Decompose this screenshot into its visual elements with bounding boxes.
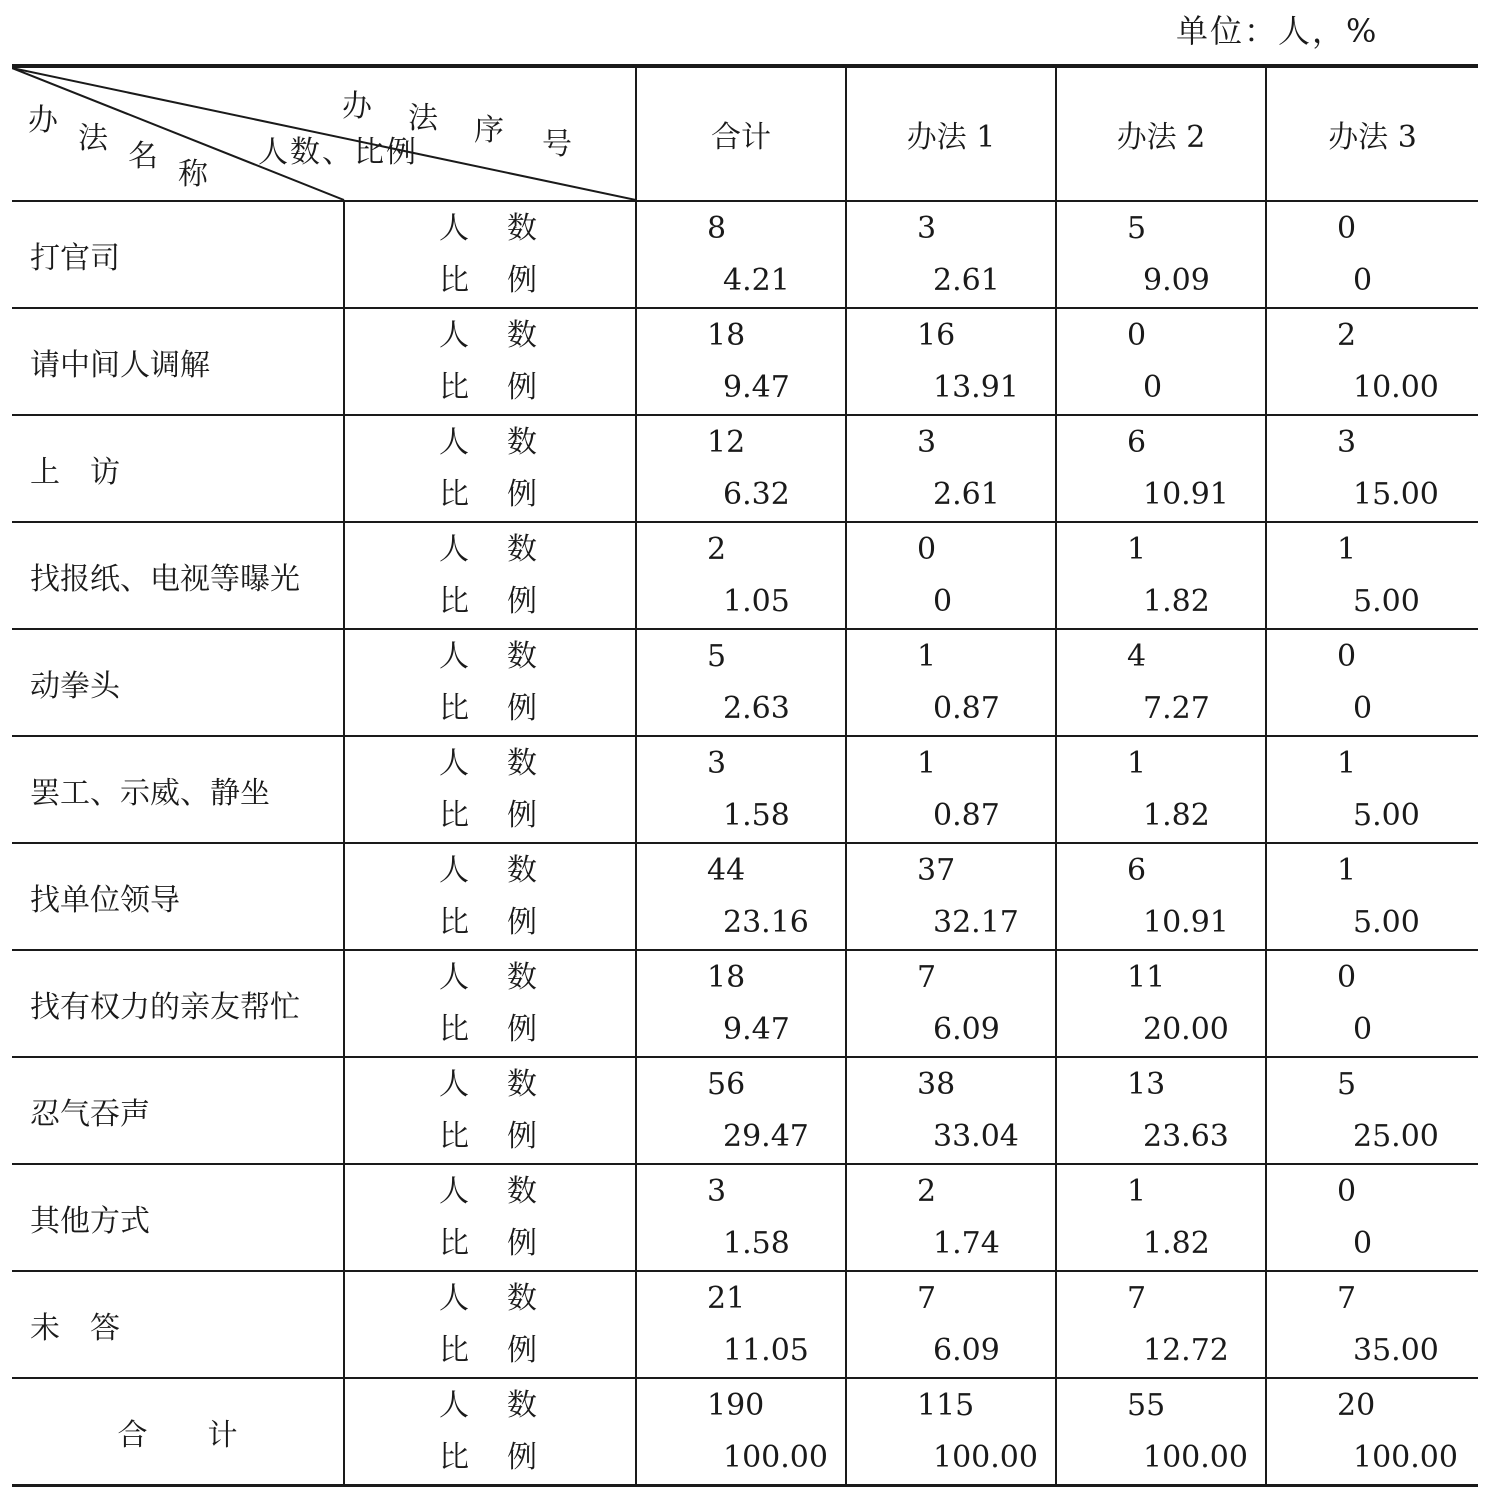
count-value: 44 bbox=[707, 852, 746, 888]
method-name-text: 忍气吞声 bbox=[30, 1096, 150, 1132]
table-row bbox=[12, 950, 1478, 1057]
method-name-text: 找单位领导 bbox=[30, 882, 180, 918]
ratio-value: 29.47 bbox=[723, 1118, 809, 1154]
ratio-value: 9.09 bbox=[1143, 262, 1210, 298]
method-name-text: 请中间人调解 bbox=[30, 347, 210, 383]
count-value: 18 bbox=[707, 959, 746, 995]
ratio-label: 比例 bbox=[439, 476, 575, 512]
ratio-value: 0 bbox=[1353, 262, 1373, 298]
value-cell bbox=[1266, 1271, 1478, 1378]
data-table bbox=[12, 64, 1478, 1487]
value-cell bbox=[1266, 629, 1478, 736]
diagonal-header-cell bbox=[12, 66, 636, 201]
ratio-value: 100.00 bbox=[723, 1439, 828, 1475]
ratio-value: 9.47 bbox=[723, 1011, 790, 1047]
total-label bbox=[12, 1378, 344, 1486]
table-row bbox=[12, 629, 1478, 736]
measure-labels bbox=[344, 950, 636, 1057]
total-row bbox=[12, 1378, 1478, 1486]
ratio-value: 6.09 bbox=[933, 1011, 1000, 1047]
ratio-value: 0 bbox=[933, 583, 953, 619]
method-name-text: 找报纸、电视等曝光 bbox=[30, 561, 300, 597]
value-cell bbox=[636, 950, 846, 1057]
measure-labels bbox=[344, 415, 636, 522]
diag-left-char-2: 法 bbox=[78, 121, 108, 156]
count-value: 0 bbox=[917, 531, 937, 567]
table-row bbox=[12, 1271, 1478, 1378]
count-value: 21 bbox=[707, 1280, 746, 1316]
table-row bbox=[12, 308, 1478, 415]
count-value: 55 bbox=[1127, 1387, 1166, 1423]
value-cell bbox=[1056, 522, 1266, 629]
ratio-value: 1.82 bbox=[1143, 583, 1210, 619]
count-value: 56 bbox=[707, 1066, 746, 1102]
value-cell bbox=[846, 415, 1056, 522]
table-row bbox=[12, 843, 1478, 950]
value-cell bbox=[636, 308, 846, 415]
ratio-value: 7.27 bbox=[1143, 690, 1210, 726]
count-value: 38 bbox=[917, 1066, 956, 1102]
header-row bbox=[12, 66, 1478, 201]
count-label: 人数 bbox=[439, 424, 575, 460]
method-name bbox=[12, 736, 344, 843]
value-cell bbox=[1056, 950, 1266, 1057]
table-row bbox=[12, 736, 1478, 843]
value-cell bbox=[1056, 308, 1266, 415]
table-row bbox=[12, 1057, 1478, 1164]
value-cell bbox=[636, 843, 846, 950]
count-value: 5 bbox=[1337, 1066, 1357, 1102]
ratio-value: 35.00 bbox=[1353, 1332, 1439, 1368]
ratio-value: 12.72 bbox=[1143, 1332, 1229, 1368]
count-label: 人数 bbox=[439, 745, 575, 781]
value-cell bbox=[846, 629, 1056, 736]
count-value: 190 bbox=[707, 1387, 765, 1423]
ratio-value: 6.09 bbox=[933, 1332, 1000, 1368]
count-value: 1 bbox=[1127, 531, 1147, 567]
count-value: 11 bbox=[1127, 959, 1166, 995]
method-name bbox=[12, 1057, 344, 1164]
ratio-value: 2.63 bbox=[723, 690, 790, 726]
count-value: 115 bbox=[917, 1387, 975, 1423]
value-cell bbox=[1266, 522, 1478, 629]
count-value: 1 bbox=[1127, 745, 1147, 781]
ratio-label: 比例 bbox=[439, 1118, 575, 1154]
count-value: 7 bbox=[917, 959, 937, 995]
count-value: 3 bbox=[707, 1173, 727, 1209]
count-value: 7 bbox=[1337, 1280, 1357, 1316]
ratio-value: 100.00 bbox=[933, 1439, 1038, 1475]
ratio-label: 比例 bbox=[439, 262, 575, 298]
column-header-method-3: 办法 3 bbox=[1266, 66, 1478, 201]
ratio-label: 比例 bbox=[439, 797, 575, 833]
ratio-value: 5.00 bbox=[1353, 797, 1420, 833]
ratio-value: 1.58 bbox=[723, 797, 790, 833]
value-cell bbox=[846, 950, 1056, 1057]
ratio-label: 比例 bbox=[439, 1439, 575, 1475]
count-value: 8 bbox=[707, 210, 727, 246]
count-value: 13 bbox=[1127, 1066, 1166, 1102]
ratio-label: 比例 bbox=[439, 369, 575, 405]
value-cell bbox=[846, 522, 1056, 629]
ratio-value: 1.82 bbox=[1143, 1225, 1210, 1261]
table-row bbox=[12, 522, 1478, 629]
count-value: 0 bbox=[1337, 1173, 1357, 1209]
value-cell bbox=[1056, 415, 1266, 522]
value-cell bbox=[1056, 629, 1266, 736]
measure-labels bbox=[344, 629, 636, 736]
ratio-value: 5.00 bbox=[1353, 583, 1420, 619]
count-label: 人数 bbox=[439, 1280, 575, 1316]
ratio-value: 9.47 bbox=[723, 369, 790, 405]
value-cell bbox=[1056, 1271, 1266, 1378]
value-cell bbox=[1056, 1378, 1266, 1486]
ratio-value: 33.04 bbox=[933, 1118, 1019, 1154]
value-cell bbox=[1266, 308, 1478, 415]
count-value: 1 bbox=[1337, 531, 1357, 567]
value-cell bbox=[636, 1164, 846, 1271]
value-cell bbox=[636, 736, 846, 843]
count-label: 人数 bbox=[439, 1066, 575, 1102]
value-cell bbox=[846, 1057, 1056, 1164]
value-cell bbox=[846, 736, 1056, 843]
ratio-value: 0.87 bbox=[933, 690, 1000, 726]
diag-left-char-3: 名 bbox=[128, 139, 158, 174]
unit-label: 单位：人，% bbox=[1176, 12, 1379, 50]
diag-top-char-3: 序 bbox=[474, 113, 504, 148]
measure-labels bbox=[344, 1057, 636, 1164]
measure-labels bbox=[344, 308, 636, 415]
count-value: 0 bbox=[1127, 317, 1147, 353]
value-cell bbox=[1056, 1057, 1266, 1164]
method-name-text: 动拳头 bbox=[30, 668, 120, 704]
method-name-text: 罢工、示威、静坐 bbox=[30, 775, 270, 811]
measure-labels bbox=[344, 1271, 636, 1378]
ratio-value: 32.17 bbox=[933, 904, 1019, 940]
diag-top-char-1: 办 bbox=[342, 89, 372, 124]
measure-labels bbox=[344, 736, 636, 843]
count-label: 人数 bbox=[439, 852, 575, 888]
value-cell bbox=[636, 201, 846, 308]
value-cell bbox=[846, 201, 1056, 308]
ratio-label: 比例 bbox=[439, 1011, 575, 1047]
ratio-value: 5.00 bbox=[1353, 904, 1420, 940]
ratio-value: 0 bbox=[1353, 1011, 1373, 1047]
count-value: 7 bbox=[1127, 1280, 1147, 1316]
value-cell bbox=[1056, 843, 1266, 950]
ratio-value: 0 bbox=[1353, 1225, 1373, 1261]
method-name bbox=[12, 1164, 344, 1271]
count-value: 5 bbox=[1127, 210, 1147, 246]
ratio-value: 10.91 bbox=[1143, 476, 1229, 512]
measure-labels bbox=[344, 843, 636, 950]
ratio-value: 10.00 bbox=[1353, 369, 1439, 405]
ratio-label: 比例 bbox=[439, 690, 575, 726]
method-name bbox=[12, 843, 344, 950]
ratio-value: 0.87 bbox=[933, 797, 1000, 833]
measure-labels bbox=[344, 1378, 636, 1486]
value-cell bbox=[1266, 843, 1478, 950]
method-name bbox=[12, 522, 344, 629]
method-name-text: 合计 bbox=[117, 1417, 298, 1453]
method-name-text: 找有权力的亲友帮忙 bbox=[30, 989, 300, 1025]
ratio-label: 比例 bbox=[439, 1332, 575, 1368]
value-cell bbox=[846, 1378, 1056, 1486]
count-label: 人数 bbox=[439, 959, 575, 995]
count-value: 3 bbox=[917, 210, 937, 246]
method-name bbox=[12, 950, 344, 1057]
count-label: 人数 bbox=[439, 317, 575, 353]
method-name bbox=[12, 1271, 344, 1378]
value-cell bbox=[1056, 1164, 1266, 1271]
value-cell bbox=[846, 1164, 1056, 1271]
value-cell bbox=[1056, 736, 1266, 843]
value-cell bbox=[1266, 201, 1478, 308]
value-cell bbox=[1266, 736, 1478, 843]
value-cell bbox=[1266, 1057, 1478, 1164]
method-name bbox=[12, 308, 344, 415]
count-value: 18 bbox=[707, 317, 746, 353]
ratio-value: 20.00 bbox=[1143, 1011, 1229, 1047]
count-value: 1 bbox=[917, 638, 937, 674]
method-name bbox=[12, 629, 344, 736]
table-row bbox=[12, 415, 1478, 522]
ratio-value: 100.00 bbox=[1143, 1439, 1248, 1475]
ratio-value: 100.00 bbox=[1353, 1439, 1458, 1475]
table-row bbox=[12, 201, 1478, 308]
value-cell bbox=[636, 415, 846, 522]
column-header-total: 合计 bbox=[636, 66, 846, 201]
count-value: 1 bbox=[917, 745, 937, 781]
method-name bbox=[12, 415, 344, 522]
count-value: 0 bbox=[1337, 959, 1357, 995]
count-label: 人数 bbox=[439, 531, 575, 567]
ratio-value: 0 bbox=[1353, 690, 1373, 726]
table-row bbox=[12, 1164, 1478, 1271]
measure-labels bbox=[344, 1164, 636, 1271]
count-value: 1 bbox=[1127, 1173, 1147, 1209]
count-value: 6 bbox=[1127, 852, 1147, 888]
ratio-value: 1.05 bbox=[723, 583, 790, 619]
count-value: 16 bbox=[917, 317, 956, 353]
count-value: 2 bbox=[707, 531, 727, 567]
ratio-value: 6.32 bbox=[723, 476, 790, 512]
count-value: 3 bbox=[707, 745, 727, 781]
ratio-value: 11.05 bbox=[723, 1332, 809, 1368]
value-cell bbox=[636, 1271, 846, 1378]
ratio-value: 10.91 bbox=[1143, 904, 1229, 940]
ratio-value: 15.00 bbox=[1353, 476, 1439, 512]
ratio-value: 1.82 bbox=[1143, 797, 1210, 833]
count-value: 0 bbox=[1337, 210, 1357, 246]
value-cell bbox=[846, 843, 1056, 950]
count-value: 1 bbox=[1337, 852, 1357, 888]
ratio-value: 0 bbox=[1143, 369, 1163, 405]
measure-labels bbox=[344, 522, 636, 629]
count-label: 人数 bbox=[439, 638, 575, 674]
diag-left-char-1: 办 bbox=[28, 103, 58, 138]
count-value: 6 bbox=[1127, 424, 1147, 460]
value-cell bbox=[636, 1057, 846, 1164]
count-value: 7 bbox=[917, 1280, 937, 1316]
method-name-text: 未 答 bbox=[30, 1310, 120, 1346]
ratio-value: 1.58 bbox=[723, 1225, 790, 1261]
column-header-method-1: 办法 1 bbox=[846, 66, 1056, 201]
diag-mid-label: 人数、比例 bbox=[258, 135, 418, 170]
count-label: 人数 bbox=[439, 210, 575, 246]
value-cell bbox=[636, 1378, 846, 1486]
count-value: 0 bbox=[1337, 638, 1357, 674]
ratio-value: 13.91 bbox=[933, 369, 1019, 405]
value-cell bbox=[1056, 201, 1266, 308]
count-label: 人数 bbox=[439, 1173, 575, 1209]
method-name bbox=[12, 201, 344, 308]
measure-labels bbox=[344, 201, 636, 308]
value-cell bbox=[636, 629, 846, 736]
value-cell bbox=[1266, 415, 1478, 522]
ratio-value: 4.21 bbox=[723, 262, 790, 298]
column-header-method-2: 办法 2 bbox=[1056, 66, 1266, 201]
ratio-value: 1.74 bbox=[933, 1225, 1000, 1261]
count-value: 3 bbox=[1337, 424, 1357, 460]
value-cell bbox=[1266, 1378, 1478, 1486]
diag-top-char-4: 号 bbox=[542, 127, 572, 162]
value-cell bbox=[846, 308, 1056, 415]
count-label: 人数 bbox=[439, 1387, 575, 1423]
count-value: 5 bbox=[707, 638, 727, 674]
count-value: 20 bbox=[1337, 1387, 1376, 1423]
value-cell bbox=[636, 522, 846, 629]
ratio-value: 2.61 bbox=[933, 476, 1000, 512]
method-name-text: 其他方式 bbox=[30, 1203, 150, 1239]
count-value: 2 bbox=[917, 1173, 937, 1209]
ratio-value: 2.61 bbox=[933, 262, 1000, 298]
diag-left-char-4: 称 bbox=[178, 157, 208, 192]
ratio-value: 23.63 bbox=[1143, 1118, 1229, 1154]
method-name-text: 打官司 bbox=[30, 240, 120, 276]
count-value: 3 bbox=[917, 424, 937, 460]
ratio-value: 23.16 bbox=[723, 904, 809, 940]
count-value: 1 bbox=[1337, 745, 1357, 781]
ratio-value: 25.00 bbox=[1353, 1118, 1439, 1154]
ratio-label: 比例 bbox=[439, 583, 575, 619]
count-value: 12 bbox=[707, 424, 746, 460]
method-name-text: 上 访 bbox=[30, 454, 120, 490]
ratio-label: 比例 bbox=[439, 904, 575, 940]
diag-top-char-2: 法 bbox=[408, 101, 438, 136]
count-value: 37 bbox=[917, 852, 956, 888]
value-cell bbox=[1266, 1164, 1478, 1271]
value-cell bbox=[846, 1271, 1056, 1378]
value-cell bbox=[1266, 950, 1478, 1057]
count-value: 4 bbox=[1127, 638, 1147, 674]
ratio-label: 比例 bbox=[439, 1225, 575, 1261]
count-value: 2 bbox=[1337, 317, 1357, 353]
